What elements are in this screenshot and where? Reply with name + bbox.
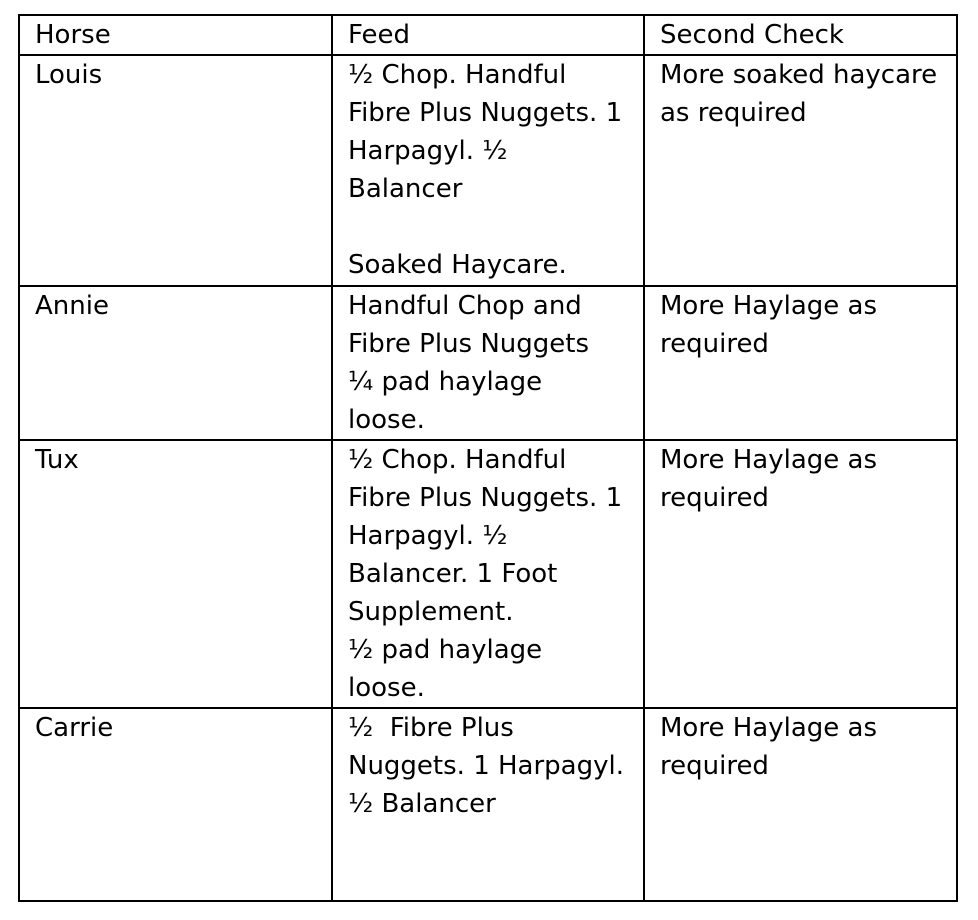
table-row <box>19 55 957 286</box>
horse-name-cell: Louis <box>19 55 332 286</box>
feed-cell: Handful Chop and Fibre Plus Nuggets ¼ pad haylage loose. <box>332 286 644 440</box>
feed-cell: ½ Chop. Handful Fibre Plus Nuggets. 1 Harpagyl. ½ Balancer. 1 Foot Supplement. ½ pad haylage loose. <box>332 440 644 708</box>
second-check-cell: More Haylage as required <box>644 286 957 440</box>
horse-name-cell: Carrie <box>19 708 332 901</box>
table-row <box>19 440 957 708</box>
feed-schedule-table <box>18 14 958 902</box>
second-check-cell: More Haylage as required <box>644 440 957 708</box>
horse-name-cell: Tux <box>19 440 332 708</box>
header-horse: Horse <box>19 15 332 55</box>
header-second-check: Second Check <box>644 15 957 55</box>
second-check-cell: More Haylage as required <box>644 708 957 901</box>
table-header-row <box>19 15 957 55</box>
feed-cell: ½ Fibre Plus Nuggets. 1 Harpagyl. ½ Balancer <box>332 708 644 901</box>
header-feed: Feed <box>332 15 644 55</box>
horse-name-cell: Annie <box>19 286 332 440</box>
second-check-cell: More soaked haycare as required <box>644 55 957 286</box>
table-row <box>19 286 957 440</box>
table-row <box>19 708 957 901</box>
feed-cell: ½ Chop. Handful Fibre Plus Nuggets. 1 Harpagyl. ½ Balancer Soaked Haycare. <box>332 55 644 286</box>
